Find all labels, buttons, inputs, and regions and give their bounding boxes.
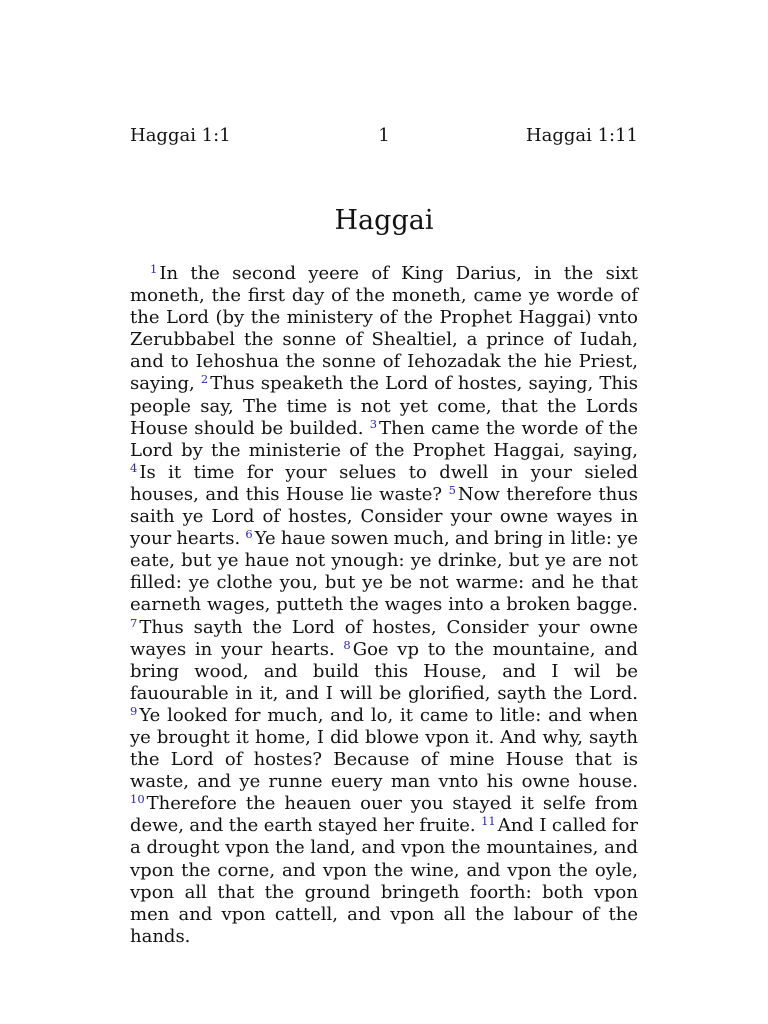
verse-text: In the second yeere of King Darius, in the sixt moneth, the first day of the moneth, came ye worde of the Lord (by the ministery of the Prophet Haggai) vnto Zerubbabel the sonne of Shealtiel, a prince of Iudah, and to Iehoshua the sonne of Iehozadak the hie Priest, saying, [130,263,638,395]
verse-text: Thus speaketh the Lord of hostes, saying, This people say, The time is not yet come, that the Lords House should be builded. [130,373,638,439]
verse-number: 5 [448,482,456,497]
verse-text: Then came the worde of the Lord by the ministerie of the Prophet Haggai, saying, [130,417,638,461]
verse-number: 8 [343,637,351,652]
chapter-text [130,263,638,948]
verse-number: 7 [130,615,138,630]
page-number: 1 [378,125,390,146]
verse-number: 9 [130,703,138,718]
verse-number: 2 [200,372,209,387]
book-title: Haggai [334,205,434,236]
verse-text: Ye haue sowen much, and bring in litle: ye eate, but ye haue not ynough: ye drinke, but ye are not filled: ye clothe you, but ye be not warme: and he that earneth wages, putteth the wages into a broken bagge. [130,528,638,616]
header-start-reference: Haggai 1:1 [130,125,231,146]
verse [130,705,638,792]
verse-text: Goe vp to the mountaine, and bring wood, and build this House, and I wil be fauourable in it, and I will be glorified, sayth the Lord. [130,638,639,704]
header-end-reference: Haggai 1:11 [525,125,638,146]
verse-text: Therefore the heauen ouer you stayed it selfe from dewe, and the earth stayed her fruite. [130,793,638,837]
verse-text: Is it time for your selues to dwell in your sieled houses, and this House lie waste? [130,461,638,505]
verse-text: And I called for a drought vpon the land, and vpon the mountaines, and vpon the corne, and vpon the wine, and vpon the oyle, vpon all that the ground bringeth foorth: both vpon men and vpon cattell, and vpon all the labour of the hands. [130,815,638,947]
verse-text: Thus sayth the Lord of hostes, Consider your owne wayes in your hearts. [130,616,638,660]
verse-number: 3 [369,416,378,431]
verse-number: 11 [481,814,496,829]
verse-number: 10 [130,792,145,807]
verse-number: 1 [150,262,158,276]
verse-number: 4 [130,460,138,475]
verse-number: 6 [245,527,253,542]
running-header [130,124,638,148]
verse-text: Ye looked for much, and lo, it came to litle: and when ye brought it home, I did blowe vpon it. And why, sayth the Lord of hostes? Because of mine House that is waste, and ye runne euery man vnto his owne house. [130,704,638,793]
verse-text: Now therefore thus saith ye Lord of hostes, Consider your owne wayes in your hearts. [130,483,639,550]
